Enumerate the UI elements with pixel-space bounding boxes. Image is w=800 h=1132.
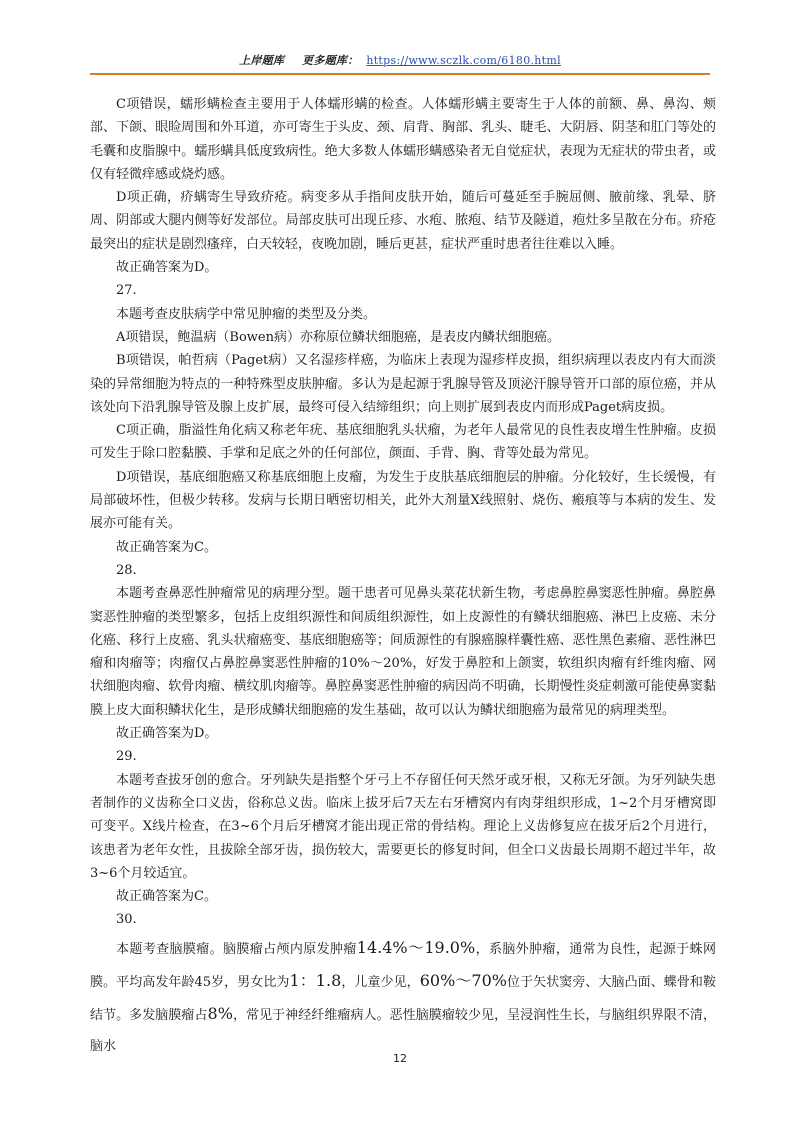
p30-stat-3: 60%～70%: [419, 970, 507, 990]
paragraph: C项错误，蠕形螨检查主要用于人体蠕形螨的检查。人体蠕形螨主要寄生于人体的前额、鼻、鼻沟、颊部、下颌、眼睑周围和外耳道，亦可寄生于头皮、颈、肩背、胸部、乳头、睫毛、大阴唇、阴茎和肛门等处的毛囊和皮脂腺中。蠕形螨具低度致病性。绝大多数人体蠕形螨感染者无自觉症状，表现为无症状的带虫者，或仅有轻微痒感或烧灼感。: [90, 97, 716, 182]
answer-line: 故正确答案为C。: [116, 889, 217, 905]
question-number: 27.: [116, 283, 137, 299]
paragraph: B项错误，帕哲病（Paget病）又名湿疹样癌，为临床上表现为湿疹样皮损，组织病理以表皮内有大而淡染的异常细胞为特点的一种特殊型皮肤肿瘤。多认为是起源于乳腺导管及顶泌汗腺导管开口部的原位癌，并从该处向下沿乳腺导管及腺上皮扩展，最终可侵入结缔组织；向上则扩展到表皮内而形成Paget病皮损。: [90, 353, 716, 415]
header-divider: [90, 73, 710, 75]
paragraph: D项错误，基底细胞癌又称基底细胞上皮瘤，为发生于皮肤基底细胞层的肿瘤。分化较好，生长缓慢，有局部破坏性，但极少转移。发病与长期日晒密切相关，此外大剂量X线照射、烧伤、瘢痕等与本病的发生、发展亦可能有关。: [90, 469, 716, 532]
paragraph: A项错误，鲍温病（Bowen病）亦称原位鳞状细胞癌，是表皮内鳞状细胞癌。: [116, 329, 560, 345]
p30-text-3: ，儿童少见，: [341, 974, 420, 990]
page-header: [90, 52, 710, 68]
p30-text-5: ，常见于神经纤维瘤病人。恶性脑膜瘤较少见，呈浸润性生长，与脑组织界限不清，脑水: [90, 1007, 716, 1054]
site-brand: 上岸题库: [239, 54, 285, 67]
paragraph: 本题考查拔牙创的愈合。牙列缺失是指整个牙弓上不存留任何天然牙或牙根，又称无牙颌。为牙列缺失患者制作的义齿称全口义齿，俗称总义齿。临床上拔牙后7天左右牙槽窝内有肉芽组织形成，1~2个月牙槽窝即可变平。X线片检查，在3~6个月后牙槽窝才能出现正常的骨结构。理论上义齿修复应在拔牙后2个月进行，该患者为老年女性，且拔除全部牙齿，损伤较大，需要更长的修复时间，但全口义齿最长周期不超过半年，故3~6个月较适宜。: [90, 772, 716, 881]
paragraph: 本题考查皮肤病学中常见肿瘤的类型及分类。: [116, 306, 377, 322]
answer-line: 故正确答案为D。: [116, 726, 218, 742]
answer-line: 故正确答案为C。: [116, 539, 217, 555]
p30-stat-1: 14.4%～19.0%: [356, 937, 476, 957]
p30-stat-2: 1：1.8: [289, 970, 342, 990]
answer-line: 故正确答案为D。: [116, 260, 218, 276]
site-url-link[interactable]: https://www.sczlk.com/6180.html: [366, 54, 561, 67]
paragraph-30: [90, 932, 716, 1062]
paragraph: D项正确，疥螨寄生导致疥疮。病变多从手指间皮肤开始，随后可蔓延至手腕屈侧、腋前缘、乳晕、脐周、阴部或大腿内侧等好发部位。局部皮肤可出现丘疹、水疱、脓疱、结节及隧道，疱灶多呈散在分布。疥疮最突出的症状是剧烈瘙痒，白天较轻，夜晚加剧，睡后更甚，症状严重时患者往往难以入睡。: [90, 190, 716, 252]
p30-stat-4: 8%: [207, 1003, 233, 1023]
p30-text-2: ，系脑外肿瘤，通常为良性，起源于蛛网膜。平均高发年龄45岁，男女比为: [90, 941, 716, 990]
question-number: 29.: [116, 749, 137, 765]
question-number: 28.: [116, 562, 137, 578]
paragraph: 本题考查鼻恶性肿瘤常见的病理分型。题干患者可见鼻头菜花状新生物，考虑鼻腔鼻窦恶性肿瘤。鼻腔鼻窦恶性肿瘤的类型繁多，包括上皮组织源性和间质组织源性，如上皮源性的有鳞状细胞癌、淋巴上皮癌、未分化癌、移行上皮癌、乳头状瘤癌变、基底细胞癌等；间质源性的有腺癌腺样囊性癌、恶性黑色素瘤、恶性淋巴瘤和肉瘤等；肉瘤仅占鼻腔鼻窦恶性肿瘤的10%～20%，好发于鼻腔和上颌窦，软组织肉瘤有纤维肉瘤、网状细胞肉瘤、软骨肉瘤、横纹肌肉瘤等。鼻腔鼻窦恶性肿瘤的病因尚不明确，长期慢性炎症刺激可能使鼻窦黏膜上皮大面积鳞状化生，是形成鳞状细胞癌的发生基础，故可以认为鳞状细胞癌为最常见的病理类型。: [90, 586, 716, 718]
more-questions-label: 更多题库：: [302, 54, 359, 67]
question-number: 30.: [116, 912, 137, 928]
page-number: 12: [393, 1052, 407, 1065]
paragraph: C项正确，脂溢性角化病又称老年疣、基底细胞乳头状瘤，为老年人最常见的良性表皮增生性肿瘤。皮损可发生于除口腔黏膜、手掌和足底之外的任何部位，颜面、手背、胸、背等处最为常见。: [90, 423, 716, 462]
p30-text-4: 位于矢状窦旁、大脑凸面、蝶骨和鞍结节。多发脑膜瘤占: [90, 974, 716, 1023]
p30-text-1: 本题考查脑膜瘤。脑膜瘤占颅内原发肿瘤: [116, 941, 357, 957]
document-body: [90, 93, 716, 1062]
